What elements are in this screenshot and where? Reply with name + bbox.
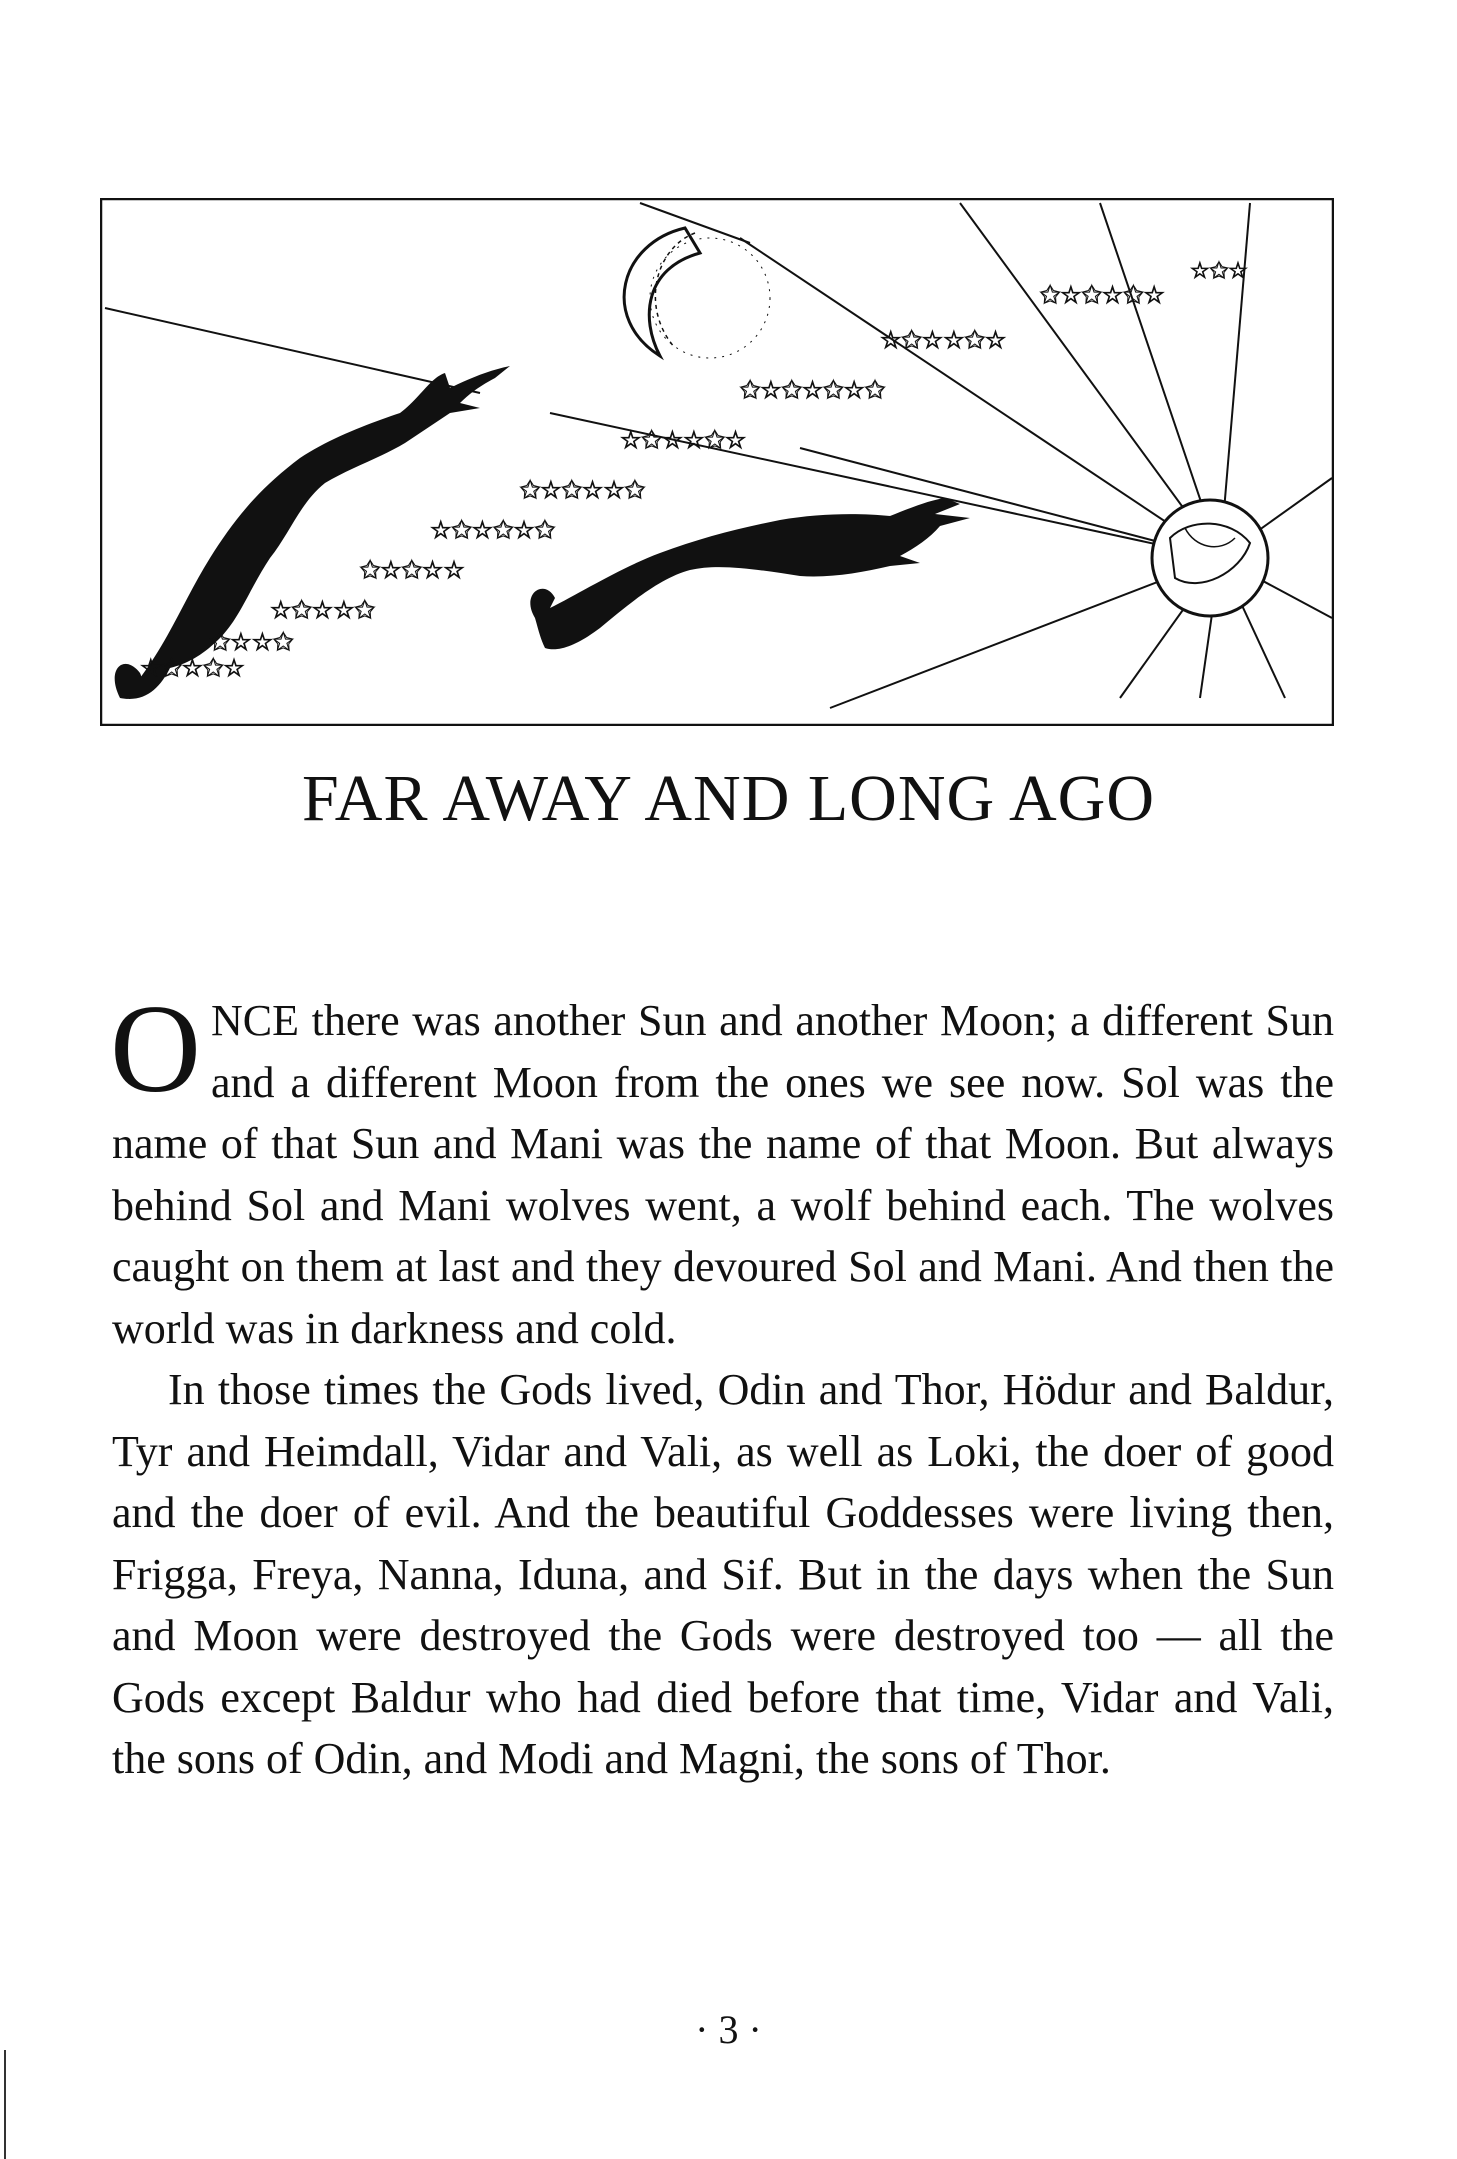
svg-text:✩☆✩☆✩☆✩: ✩☆✩☆✩☆✩ bbox=[740, 376, 885, 404]
svg-text:☆✩☆: ☆✩☆ bbox=[1190, 259, 1248, 284]
chapter-illustration bbox=[100, 198, 1334, 726]
paragraph-1 bbox=[110, 980, 1334, 1359]
page-edge-mark bbox=[4, 2050, 6, 2159]
svg-text:✩☆✩☆☆: ✩☆✩☆☆ bbox=[360, 556, 465, 584]
wolves-chasing-sun-and-moon-drawing bbox=[100, 198, 1334, 726]
svg-text:✩☆✩☆✩☆: ✩☆✩☆✩☆ bbox=[1040, 281, 1165, 309]
paragraph-2: In those times the Gods lived, Odin and Thor, Hödur and Baldur, Tyr and Heimdall, Vidar and Vali, as well as Loki, the doer of good and the doer of evil. And the beautiful Goddesses were living then, Frigga, Freya, Nanna, Iduna, and Sif. But in the days when the Sun and Moon were destroyed the Gods were destroyed too — all the Gods except Baldur who had died before that time, Vidar and Vali, the sons of Odin, and Modi and Magni, the sons of Thor. bbox=[112, 1365, 1334, 1783]
page-number: · 3 · bbox=[695, 2007, 762, 2052]
svg-text:☆✩☆☆✩: ☆✩☆☆✩ bbox=[270, 596, 375, 624]
svg-text:☆✩☆☆✩☆: ☆✩☆☆✩☆ bbox=[620, 426, 747, 454]
svg-text:☆✩☆☆✩☆: ☆✩☆☆✩☆ bbox=[880, 326, 1007, 354]
svg-text:✩☆✩☆☆✩: ✩☆✩☆☆✩ bbox=[520, 476, 645, 504]
drop-cap: O bbox=[110, 980, 201, 1119]
svg-text:☆✩☆✩☆✩: ☆✩☆✩☆✩ bbox=[430, 516, 555, 544]
body-text bbox=[110, 980, 1334, 1790]
sun bbox=[1152, 500, 1268, 616]
svg-text:✩☆☆✩: ✩☆☆✩ bbox=[210, 628, 294, 656]
chapter-title: FAR AWAY AND LONG AGO bbox=[301, 762, 1156, 835]
svg-text:☆✩☆✩☆: ☆✩☆✩☆ bbox=[140, 654, 245, 682]
paragraph-1-text: NCE there was another Sun and another Moon; a different Sun and a different Moon from the ones we see now. Sol was the name of that Sun and Mani was the name of that Moon. But always behind Sol and Mani wolves went, a wolf behind each. The wolves caught on them at last and they devoured Sol and Mani. And then the world was in darkness and cold. bbox=[112, 996, 1334, 1353]
